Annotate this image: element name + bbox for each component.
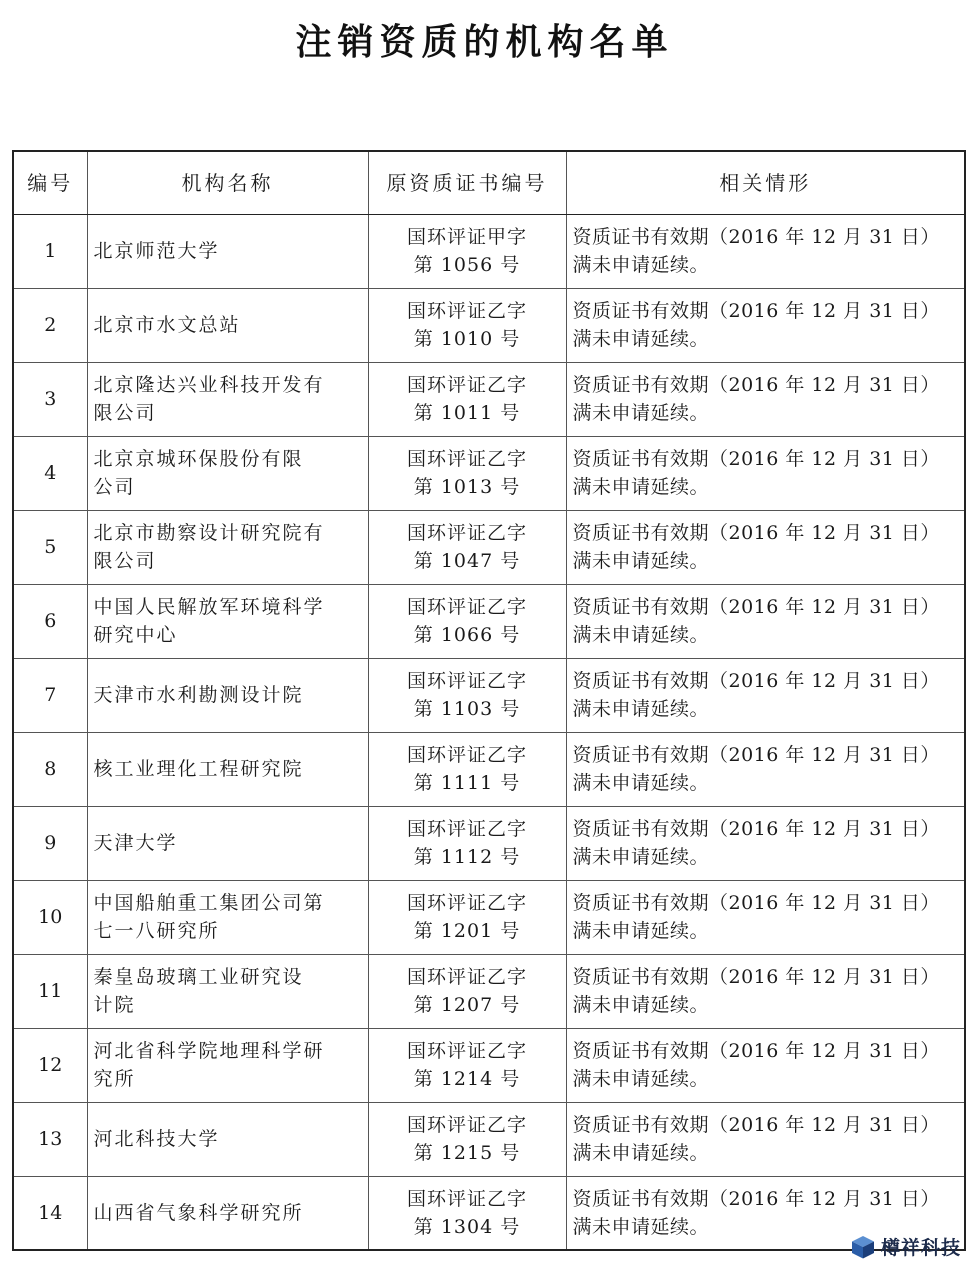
related-circumstance [566,1028,965,1102]
related-circumstance-line: 资质证书有效期（2016 年 12 月 31 日） [572,1114,940,1136]
related-circumstance [566,362,965,436]
related-circumstance [566,214,965,288]
institution-name [87,362,368,436]
certificate-number-line: 国环评证乙字 [406,1114,527,1136]
related-circumstance [566,732,965,806]
related-circumstance [566,288,965,362]
cube-logo-icon [850,1234,876,1260]
institution-name [87,880,368,954]
institution-name-line: 究所 [93,1068,136,1090]
certificate-number-line: 第 1215 号 [413,1142,521,1164]
institution-name-line: 公司 [93,476,136,498]
certificate-number-line: 第 1056 号 [413,254,521,276]
certificate-number-line: 国环评证乙字 [406,374,527,396]
related-circumstance-line: 满未申请延续。 [572,772,710,794]
certificate-number-line: 第 1011 号 [413,402,521,424]
certificate-number-line: 第 1207 号 [413,994,521,1016]
related-circumstance-line: 资质证书有效期（2016 年 12 月 31 日） [572,892,940,914]
certificate-number-line: 国环评证乙字 [406,966,527,988]
related-circumstance-line: 资质证书有效期（2016 年 12 月 31 日） [572,1187,940,1210]
row-number: 6 [13,584,87,658]
certificate-number [368,288,566,362]
certificate-number [368,1176,566,1250]
institution-name [87,1102,368,1176]
row-number: 5 [13,510,87,584]
institution-name [87,584,368,658]
institution-name-line: 北京市水文总站 [93,314,241,336]
certificate-number [368,584,566,658]
related-circumstance-line: 满未申请延续。 [572,624,710,646]
certificate-number-line: 国环评证乙字 [406,1040,527,1062]
related-circumstance-line: 满未申请延续。 [572,328,710,350]
row-number: 1 [13,214,87,288]
certificate-number-line: 国环评证乙字 [406,596,527,618]
related-circumstance-line: 资质证书有效期（2016 年 12 月 31 日） [572,374,940,396]
institution-name [87,658,368,732]
certificate-number-line: 国环评证乙字 [406,448,527,470]
institution-name-line: 河北科技大学 [93,1128,220,1150]
institution-name-line: 北京市勘察设计研究院有 [93,522,325,544]
institution-name [87,1176,368,1250]
related-circumstance-line: 满未申请延续。 [572,920,710,942]
table-row [13,732,965,806]
institution-name-line: 山西省气象科学研究所 [93,1201,304,1224]
institution-name-line: 计院 [93,994,136,1016]
row-number: 4 [13,436,87,510]
related-circumstance-line: 资质证书有效期（2016 年 12 月 31 日） [572,818,940,840]
watermark [850,1233,961,1260]
related-circumstance-line: 满未申请延续。 [572,698,710,720]
header-institution-name: 机构名称 [87,151,368,214]
certificate-number-line: 第 1111 号 [413,772,521,794]
table-row [13,1102,965,1176]
related-circumstance [566,1102,965,1176]
institution-name-line: 中国人民解放军环境科学 [93,596,325,618]
related-circumstance-line: 资质证书有效期（2016 年 12 月 31 日） [572,1040,940,1062]
header-related-circumstance: 相关情形 [566,151,965,214]
related-circumstance-line: 资质证书有效期（2016 年 12 月 31 日） [572,670,940,692]
related-circumstance [566,584,965,658]
row-number: 14 [13,1176,87,1250]
related-circumstance-line: 资质证书有效期（2016 年 12 月 31 日） [572,522,940,544]
table-row [13,1028,965,1102]
related-circumstance-line: 满未申请延续。 [572,1215,710,1238]
certificate-number [368,362,566,436]
institution-name [87,732,368,806]
certificate-number-line: 第 1201 号 [413,920,521,942]
institution-name [87,288,368,362]
institution-name-line: 北京师范大学 [93,240,220,262]
certificate-number-line: 第 1066 号 [413,624,521,646]
related-circumstance [566,806,965,880]
related-circumstance [566,436,965,510]
related-circumstance-line: 资质证书有效期（2016 年 12 月 31 日） [572,596,940,618]
institution-name [87,1028,368,1102]
table-row [13,362,965,436]
certificate-number-line: 第 1112 号 [413,846,521,868]
certificate-number [368,880,566,954]
table-body [13,214,965,1250]
institution-table [12,150,966,1251]
row-number: 8 [13,732,87,806]
table-row [13,658,965,732]
certificate-number-line: 国环评证乙字 [406,892,527,914]
table-row [13,436,965,510]
institution-name-line: 研究中心 [93,624,178,646]
certificate-number-line: 国环评证乙字 [406,670,527,692]
certificate-number [368,806,566,880]
certificate-number-line: 第 1304 号 [413,1215,521,1238]
institution-name-line: 核工业理化工程研究院 [93,758,304,780]
row-number: 13 [13,1102,87,1176]
table-row [13,288,965,362]
related-circumstance-line: 满未申请延续。 [572,254,710,276]
institution-name-line: 限公司 [93,402,157,424]
page-title: 注销资质的机构名单 [295,22,674,63]
related-circumstance-line: 满未申请延续。 [572,1142,710,1164]
certificate-number-line: 国环评证甲字 [406,226,527,248]
institution-name [87,510,368,584]
related-circumstance-line: 资质证书有效期（2016 年 12 月 31 日） [572,744,940,766]
institution-name-line: 限公司 [93,550,157,572]
row-number: 10 [13,880,87,954]
institution-name [87,436,368,510]
related-circumstance-line: 满未申请延续。 [572,1068,710,1090]
table-row [13,510,965,584]
row-number: 3 [13,362,87,436]
institution-name-line: 七一八研究所 [93,920,220,942]
certificate-number-line: 国环评证乙字 [406,818,527,840]
certificate-number [368,732,566,806]
institution-name-line: 天津大学 [93,832,178,854]
institution-name-line: 北京京城环保股份有限 [93,448,304,470]
institution-name-line: 中国船舶重工集团公司第 [93,892,325,914]
table-header-row [13,151,965,214]
institution-name-line: 北京隆达兴业科技开发有 [93,374,325,396]
certificate-number [368,1102,566,1176]
institution-name [87,214,368,288]
row-number: 9 [13,806,87,880]
related-circumstance [566,954,965,1028]
watermark-text: 樽祥科技 [880,1237,961,1259]
certificate-number [368,954,566,1028]
row-number: 2 [13,288,87,362]
table-row [13,806,965,880]
related-circumstance-line: 满未申请延续。 [572,476,710,498]
table-row [13,214,965,288]
related-circumstance-line: 满未申请延续。 [572,846,710,868]
institution-name-line: 秦皇岛玻璃工业研究设 [93,966,304,988]
header-certificate-number: 原资质证书编号 [368,151,566,214]
certificate-number-line: 第 1047 号 [413,550,521,572]
related-circumstance-line: 满未申请延续。 [572,402,710,424]
certificate-number-line: 国环评证乙字 [406,1187,527,1210]
related-circumstance-line: 资质证书有效期（2016 年 12 月 31 日） [572,966,940,988]
related-circumstance-line: 满未申请延续。 [572,550,710,572]
related-circumstance-line: 满未申请延续。 [572,994,710,1016]
certificate-number-line: 国环评证乙字 [406,522,527,544]
certificate-number-line: 国环评证乙字 [406,744,527,766]
row-number: 7 [13,658,87,732]
related-circumstance-line: 资质证书有效期（2016 年 12 月 31 日） [572,226,940,248]
certificate-number-line: 第 1103 号 [413,698,521,720]
table-row [13,954,965,1028]
certificate-number [368,510,566,584]
institution-name [87,954,368,1028]
certificate-number [368,214,566,288]
table-row [13,584,965,658]
header-number: 编号 [13,151,87,214]
related-circumstance [566,658,965,732]
table-row [13,1176,965,1250]
related-circumstance [566,510,965,584]
institution-name-line: 河北省科学院地理科学研 [93,1040,325,1062]
certificate-number-line: 第 1013 号 [413,476,521,498]
related-circumstance [566,880,965,954]
certificate-number-line: 国环评证乙字 [406,300,527,322]
certificate-number [368,436,566,510]
certificate-number [368,1028,566,1102]
table-row [13,880,965,954]
certificate-number-line: 第 1010 号 [413,328,521,350]
related-circumstance-line: 资质证书有效期（2016 年 12 月 31 日） [572,448,940,470]
row-number: 12 [13,1028,87,1102]
institution-name [87,806,368,880]
certificate-number-line: 第 1214 号 [413,1068,521,1090]
row-number: 11 [13,954,87,1028]
related-circumstance-line: 资质证书有效期（2016 年 12 月 31 日） [572,300,940,322]
institution-name-line: 天津市水利勘测设计院 [93,684,304,706]
certificate-number [368,658,566,732]
